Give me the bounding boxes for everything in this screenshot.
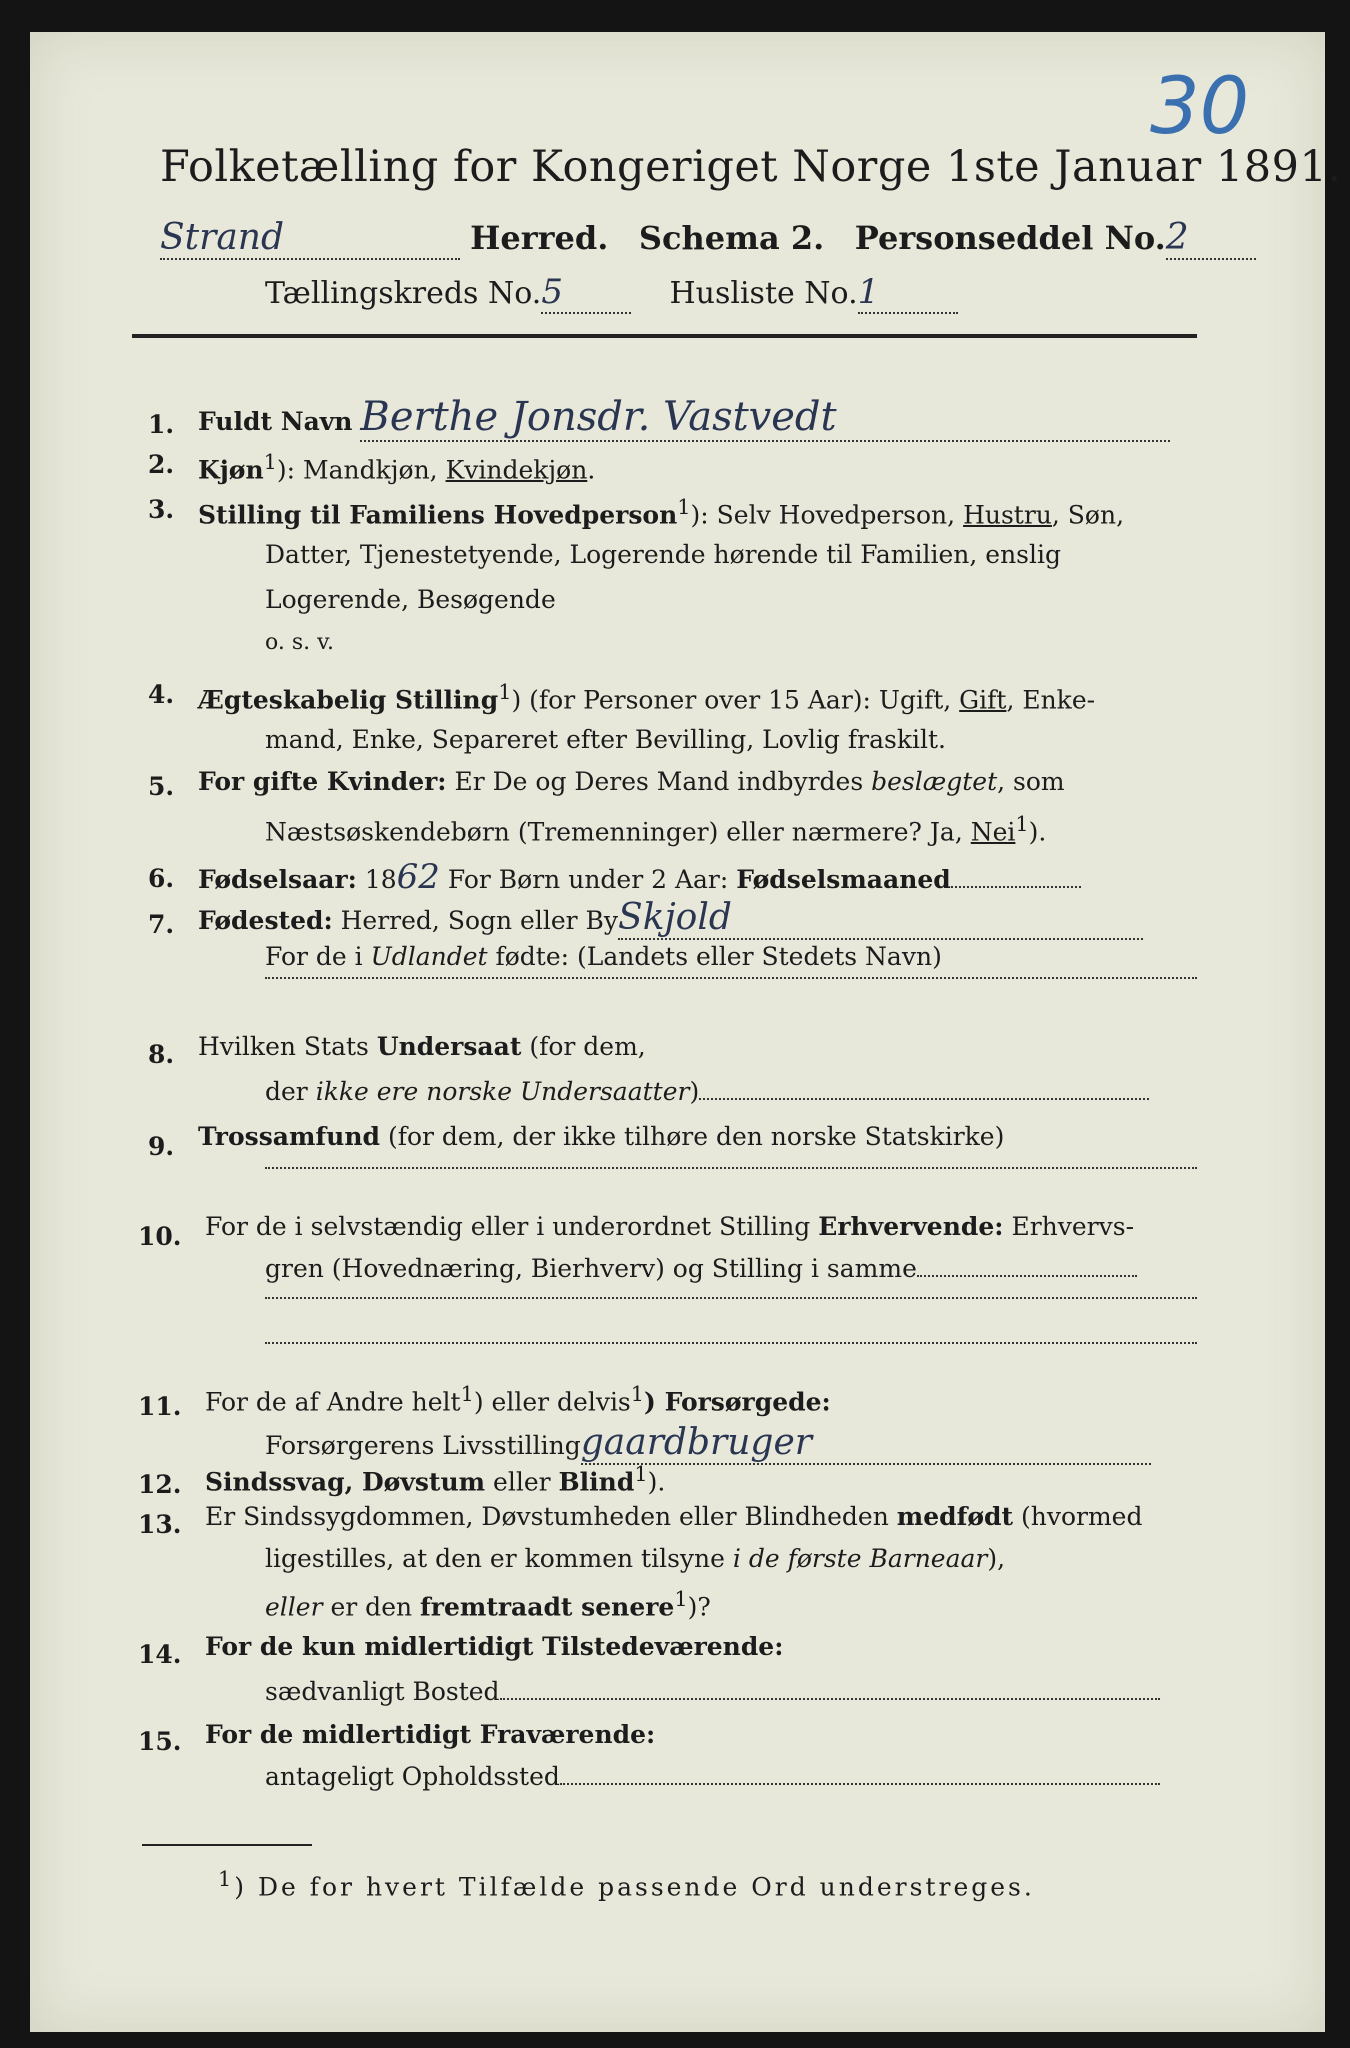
item-number: 6. <box>148 864 175 893</box>
kreds-label: Tællingskreds No. <box>265 276 542 311</box>
childhood-end: ), <box>987 1544 1006 1573</box>
married-women-end: , som <box>997 767 1065 796</box>
item-number: 14. <box>138 1640 182 1669</box>
item-number: 3. <box>148 495 175 524</box>
religion-text: (for dem, der ikke tilhøre den norske Statskirke) <box>380 1122 1005 1151</box>
item-number: 8. <box>148 1040 175 1069</box>
married-women-label: For gifte Kvinder: <box>198 767 447 796</box>
occupation-text: For de i selvstændig eller i underordnet Stilling <box>205 1212 819 1241</box>
married-women-row <box>198 767 1065 796</box>
religion-blank <box>265 1167 1197 1169</box>
childhood-words: i de første Barneaar <box>732 1544 988 1573</box>
married-women-question: Er De og Deres Mand indbyrdes <box>446 767 872 796</box>
citizenship-blank <box>699 1098 1149 1100</box>
probable-residence-label: antageligt Opholdssted <box>265 1762 560 1791</box>
herred-label: Herred. <box>470 219 609 257</box>
gender-label: Kjøn <box>198 455 264 485</box>
husliste-value: 1 <box>858 272 958 314</box>
marital-options: ) (for Personer over 15 Aar): Ugift, <box>511 685 960 715</box>
full-name-row <box>198 394 1170 442</box>
temporary-present-row <box>205 1632 783 1661</box>
blind-label: Blind <box>558 1467 635 1497</box>
item-number: 2. <box>148 450 175 479</box>
occupation-blank <box>917 1275 1137 1277</box>
item-number: 10. <box>138 1222 182 1251</box>
birthplace-text: Herred, Sogn eller By <box>332 906 619 935</box>
non-norwegian-end: ) <box>689 1077 700 1106</box>
birthplace-value: Skjold <box>618 897 1143 940</box>
citizenship-label: Undersaat <box>376 1032 522 1061</box>
probable-residence-row <box>265 1762 1160 1791</box>
census-form <box>30 32 1342 2032</box>
congenital-line2 <box>265 1544 1005 1573</box>
disability-label: Sindssvag, Døvstum <box>205 1467 486 1497</box>
header-rule <box>132 334 1197 338</box>
marital-line2: mand, Enke, Separeret efter Bevilling, Lovlig fraskilt. <box>265 725 946 754</box>
form-title: Folketælling for Kongeriget Norge 1ste Januar 1891. <box>160 142 1342 192</box>
family-position-label: Stilling til Familiens Hovedperson <box>198 500 678 530</box>
item-number: 13. <box>138 1510 182 1539</box>
birth-year-prefix: 18 <box>356 865 397 894</box>
occupation-line2 <box>265 1254 1137 1283</box>
marital-status-row: Ægteskabelig Stilling$^1$) (for Personer over 15 Aar): Ugift, Gift, Enke- <box>198 680 1096 715</box>
footnote <box>218 1867 1035 1901</box>
temporary-absent-row <box>205 1720 655 1749</box>
supported-partial: ) eller delvis <box>473 1387 631 1417</box>
gender-row <box>198 450 595 484</box>
congenital-line3: eller er den fremtraadt senere$^1$)? <box>265 1587 711 1622</box>
usual-residence-blank <box>500 1698 1160 1700</box>
gender-end: . <box>587 455 596 485</box>
stamp-number: 30 <box>1150 62 1250 152</box>
occupation-row <box>205 1212 1134 1241</box>
full-name-label: Fuldt Navn <box>198 407 353 436</box>
congenital-end: (hvormed <box>1013 1502 1143 1531</box>
family-position-end: , Søn, <box>1051 500 1125 530</box>
family-position-line2: Datter, Tjenestetyende, Logerende hørende til Familien, enslig <box>265 540 1062 569</box>
full-name-value: Berthe Jonsdr. Vastvedt <box>360 394 1170 442</box>
birth-year-label: Fødselsaar: <box>198 865 357 894</box>
or-word: eller <box>265 1592 323 1622</box>
family-position-line4: o. s. v. <box>265 630 334 655</box>
abroad-text: For de i <box>265 942 371 971</box>
probable-residence-blank <box>560 1783 1160 1785</box>
kreds-value: 5 <box>541 272 631 314</box>
usual-residence-label: sædvanligt Bosted <box>265 1677 500 1706</box>
marital-status-label: Ægteskabelig Stilling <box>198 685 499 715</box>
occupation-label: Erhvervende: <box>818 1212 1004 1241</box>
congenital-row <box>205 1502 1142 1531</box>
disability-row: Sindssvag, Døvstum eller Blind$^1$). <box>205 1462 666 1497</box>
personseddel-label: Personseddel No. <box>854 219 1166 257</box>
supporter-row <box>265 1422 1151 1465</box>
family-position-options: ): Selv Hovedperson, <box>690 500 964 530</box>
non-norwegian-words: ikke ere norske Undersaatter <box>315 1077 690 1106</box>
marital-end: , Enke- <box>1006 685 1096 715</box>
personseddel-value: 2 <box>1166 217 1256 260</box>
supported-label: ) Forsørgede: <box>644 1387 831 1417</box>
citizenship-text: Hvilken Stats <box>198 1032 377 1061</box>
abroad-blank <box>265 977 1197 979</box>
later-end: )? <box>687 1592 711 1622</box>
childhood-text: ligestilles, at den er kommen tilsyne <box>265 1544 733 1573</box>
item-number: 5. <box>148 772 175 801</box>
abroad-end: fødte: (Landets eller Stedets Navn) <box>487 942 942 971</box>
item-number: 9. <box>148 1132 175 1161</box>
married-women-line2: Næstsøskendebørn (Tremenninger) eller nærmere? Ja, Nei$^1$). <box>265 812 1047 847</box>
family-position-line3: Logerende, Besøgende <box>265 585 556 614</box>
marital-selected: Gift <box>959 685 1007 715</box>
citizenship-row <box>198 1032 646 1061</box>
birthplace-row <box>198 897 1143 940</box>
non-norwegian-text: der <box>265 1077 316 1106</box>
birth-month-text: For Børn under 2 Aar: <box>439 865 737 894</box>
kreds-line <box>265 272 958 314</box>
husliste-label: Husliste No. <box>669 276 858 311</box>
occupation-end: Erhvervs- <box>1003 1212 1135 1241</box>
related-word: beslægtet <box>871 767 998 796</box>
footnote-text: ) De for hvert Tilfælde passende Ord understreges. <box>234 1872 1035 1902</box>
birth-year-value: 62 <box>396 857 440 897</box>
cousins-text: Næstsøskendebørn (Tremenninger) eller nærmere? Ja, <box>265 817 971 847</box>
footnote-sup: 1 <box>218 1867 235 1891</box>
temporary-absent-label: For de midlertidigt Fraværende: <box>205 1720 656 1749</box>
disability-or: eller <box>485 1467 559 1497</box>
later-text: er den <box>322 1592 421 1622</box>
cousins-answer: Nei <box>970 817 1016 847</box>
citizenship-end: (for dem, <box>521 1032 646 1061</box>
occupation-line2-text: gren (Hovednæring, Bierhverv) og Stilling i samme <box>265 1254 917 1283</box>
disability-end: ). <box>647 1467 666 1497</box>
temporary-present-label: For de kun midlertidigt Tilstedeværende: <box>205 1632 784 1661</box>
occupation-blank-2 <box>265 1297 1197 1299</box>
footnote-rule <box>142 1844 312 1846</box>
cousins-end: ). <box>1028 817 1047 847</box>
item-number: 1. <box>148 410 175 439</box>
citizenship-line2 <box>265 1077 1149 1106</box>
herred-value: Strand <box>160 217 460 260</box>
birthplace-line2 <box>265 942 942 971</box>
abroad-word: Udlandet <box>370 942 488 971</box>
supporter-label: Forsørgerens Livsstilling <box>265 1431 581 1460</box>
birth-year-row <box>198 857 1081 897</box>
occupation-blank-3 <box>265 1342 1197 1344</box>
item-number: 7. <box>148 910 175 939</box>
usual-residence-row <box>265 1677 1160 1706</box>
birth-month-label: Fødselsmaaned <box>736 865 951 894</box>
supporter-value: gaardbruger <box>581 1422 1151 1465</box>
item-number: 12. <box>138 1470 182 1499</box>
schema-label: Schema 2. <box>638 219 825 257</box>
family-position-row: Stilling til Familiens Hovedperson$^1$): Selv Hovedperson, Hustru, Søn, <box>198 495 1125 530</box>
congenital-label: medfødt <box>896 1502 1014 1531</box>
congenital-text: Er Sindssygdommen, Døvstumheden eller Blindheden <box>205 1502 897 1531</box>
item-number: 4. <box>148 680 175 709</box>
footnote-mark: 1 <box>263 450 277 474</box>
supported-text: For de af Andre helt <box>205 1387 461 1417</box>
birth-month-blank <box>951 886 1081 888</box>
gender-selected: Kvindekjøn <box>445 455 588 485</box>
religion-label: Trossamfund <box>198 1122 381 1151</box>
birthplace-label: Fødested: <box>198 906 333 935</box>
item-number: 11. <box>138 1392 182 1421</box>
supported-row: For de af Andre helt$^1$) eller delvis$^1$) Forsørgede: <box>205 1382 831 1417</box>
family-position-selected: Hustru <box>963 500 1052 530</box>
gender-options: ): Mandkjøn, <box>276 455 446 485</box>
item-number: 15. <box>138 1727 182 1756</box>
religion-row <box>198 1122 1004 1151</box>
herred-line <box>160 217 1256 260</box>
later-label: fremtraadt senere <box>420 1592 675 1622</box>
